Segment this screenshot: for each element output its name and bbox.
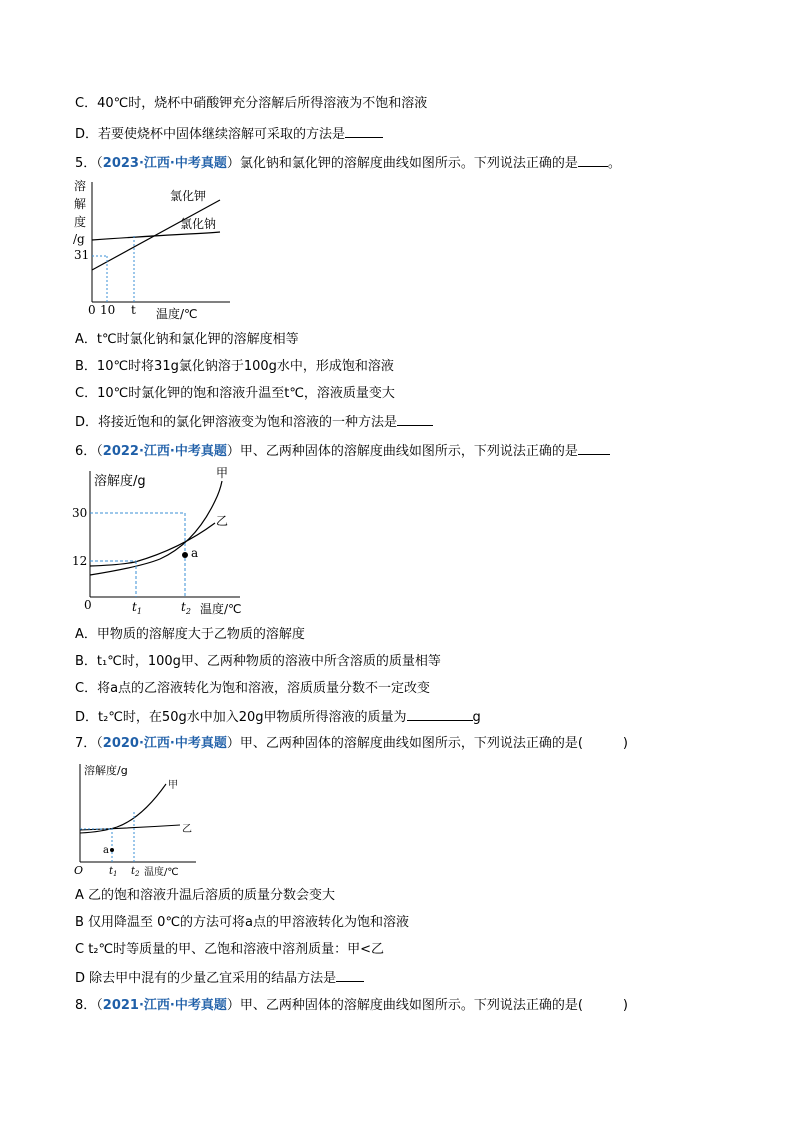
fig7-label-jia: 甲 bbox=[168, 780, 178, 791]
fig5-xtick-t: t bbox=[131, 303, 136, 317]
q4-option-c: C．40℃时，烧杯中硝酸钾充分溶解后所得溶液为不饱和溶液 bbox=[75, 96, 428, 111]
q7-option-d: D 除去甲中混有的少量乙宜采用的结晶方法是 bbox=[75, 969, 364, 987]
figure-q5-solubility bbox=[70, 172, 250, 322]
fig5-ylabel-3: 度 bbox=[74, 215, 87, 229]
answer-blank bbox=[345, 125, 383, 138]
q6-option-b: B．t₁℃时，100g甲、乙两种物质的溶液中所含溶质的质量相等 bbox=[75, 654, 441, 669]
fig5-ylabel-1: 溶 bbox=[74, 179, 87, 193]
fig7-xtick-t2: $t_2$ bbox=[131, 866, 140, 878]
fig5-ytick-31: 31 bbox=[74, 248, 90, 262]
fig5-xlabel: 温度/℃ bbox=[156, 307, 198, 321]
fig7-point-a-label: a bbox=[103, 845, 109, 856]
q6-option-a: A．甲物质的溶解度大于乙物质的溶解度 bbox=[75, 627, 305, 642]
answer-blank bbox=[407, 708, 473, 721]
fig7-xlabel: 温度/℃ bbox=[144, 867, 179, 878]
fig5-xtick-0: 0 bbox=[88, 303, 96, 317]
q7-option-b: B 仅用降温至 0℃的方法可将a点的甲溶液转化为饱和溶液 bbox=[75, 915, 410, 930]
fig6-point-a bbox=[182, 552, 188, 558]
fig5-ylabel-4: /g bbox=[73, 232, 85, 246]
q7-stem: 7．（2020·江西·中考真题）甲、乙两种固体的溶解度曲线如图所示，下列说法正确的是( ) bbox=[75, 736, 628, 751]
fig7-label-yi: 乙 bbox=[182, 824, 192, 835]
fig7-curve-yi bbox=[80, 825, 180, 830]
fig5-label-kcl: 氯化钾 bbox=[170, 189, 207, 203]
fig5-ylabel-2: 解 bbox=[74, 197, 87, 211]
fig7-curve-jia bbox=[80, 784, 166, 833]
q6-option-c: C．将a点的乙溶液转化为饱和溶液，溶质质量分数不一定改变 bbox=[75, 681, 431, 696]
fig7-xtick-t1: $t_1$ bbox=[109, 866, 118, 878]
q5-option-d: D．将接近饱和的氯化钾溶液变为饱和溶液的一种方法是 bbox=[75, 413, 433, 431]
q5-option-a: A．t℃时氯化钠和氯化钾的溶解度相等 bbox=[75, 332, 299, 347]
answer-blank bbox=[336, 969, 364, 982]
q5-stem: 5．（2023·江西·中考真题）氯化钠和氯化钾的溶解度曲线如图所示。下列说法正确的是 。 bbox=[75, 156, 621, 171]
fig6-point-a-label: a bbox=[191, 546, 199, 560]
fig6-curve-jia bbox=[90, 481, 222, 575]
fig7-ylabel: 溶解度/g bbox=[84, 764, 128, 777]
answer-blank bbox=[397, 413, 433, 426]
fig6-label-yi: 乙 bbox=[216, 514, 229, 528]
fig6-xtick-t1: $t_1$ bbox=[132, 600, 142, 616]
q5-option-b: B．10℃时将31g氯化钠溶于100g水中，形成饱和溶液 bbox=[75, 359, 394, 374]
fig7-origin: O bbox=[74, 864, 84, 877]
q7-source: 2020·江西·中考真题 bbox=[102, 736, 227, 751]
fig6-origin: 0 bbox=[84, 598, 92, 612]
q7-option-c: C t₂℃时等质量的甲、乙饱和溶液中溶剂质量：甲<乙 bbox=[75, 942, 385, 957]
fig6-xtick-t2: $t_2$ bbox=[181, 600, 191, 616]
fig6-ytick-30: 30 bbox=[72, 506, 88, 520]
answer-blank bbox=[578, 154, 608, 167]
q5-source: 2023·江西·中考真题 bbox=[102, 156, 227, 171]
fig6-xlabel: 温度/℃ bbox=[200, 602, 242, 616]
q8-stem: 8．（2021·江西·中考真题）甲、乙两种固体的溶解度曲线如图所示。下列说法正确的是( ) bbox=[75, 998, 628, 1013]
answer-blank bbox=[578, 442, 610, 455]
q4-option-d: D．若要使烧杯中固体继续溶解可采取的方法是 bbox=[75, 125, 383, 143]
fig5-label-nacl: 氯化钠 bbox=[180, 217, 217, 231]
fig5-curve-nacl bbox=[92, 232, 220, 240]
fig6-ytick-12: 12 bbox=[72, 554, 88, 568]
fig5-xtick-10: 10 bbox=[100, 303, 116, 317]
fig6-label-jia: 甲 bbox=[216, 466, 229, 480]
q5-option-c: C．10℃时氯化钾的饱和溶液升温至t℃，溶液质量变大 bbox=[75, 386, 395, 401]
q6-source: 2022·江西·中考真题 bbox=[102, 444, 227, 459]
fig7-point-a bbox=[110, 848, 114, 852]
q7-option-a: A 乙的饱和溶液升温后溶质的质量分数会变大 bbox=[75, 888, 336, 903]
q6-stem: 6．（2022·江西·中考真题）甲、乙两种固体的溶解度曲线如图所示，下列说法正确的是 bbox=[75, 442, 610, 460]
figure-q6-solubility bbox=[70, 463, 270, 623]
q6-option-d: D．t₂℃时，在50g水中加入20g甲物质所得溶液的质量为 g bbox=[75, 710, 481, 725]
figure-q7-solubility bbox=[72, 758, 212, 882]
fig5-curve-kcl bbox=[92, 200, 220, 270]
q8-source: 2021·江西·中考真题 bbox=[102, 998, 227, 1013]
fig6-ylabel: 溶解度/g bbox=[94, 474, 146, 489]
